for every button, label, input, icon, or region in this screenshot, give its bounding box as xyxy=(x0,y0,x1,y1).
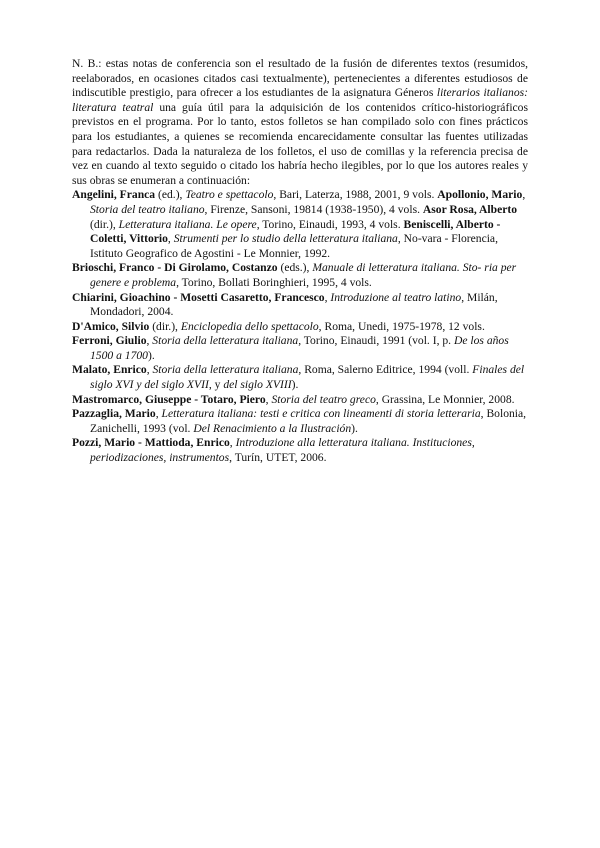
entry-text: , xyxy=(146,363,153,377)
entry-title: De los años 1500 a 1700 xyxy=(90,334,509,362)
note-text: una guía útil para la adquisición de los contenidos crítico-historiográficos previstos en el programa. Por lo tanto, estos folletos se han compilado solo con fines prácticos para los estudiantes, a quienes se recomienda encarecidamente consultar las fuentes utilizadas para redactarlos. Dada la naturaleza de los folletos, el uso de comillas y la referencia precisa de vez en cuando al texto seguido o citado los habría hecho ilegibles, por lo que los autores reales y sus obras se enumeran a continuación: xyxy=(72,100,528,187)
entry-text: , xyxy=(522,188,526,202)
bibliography-entry xyxy=(72,334,528,363)
bibliography-entry xyxy=(72,188,528,261)
entry-title: Letteratura italiana. Le opere xyxy=(118,217,257,231)
entry-author: Mastromarco, Giuseppe - Totaro, Piero xyxy=(72,392,266,406)
entry-text: (dir.), xyxy=(90,217,119,231)
entry-text: , Torino, Einaudi, 1991 (vol. I, p. xyxy=(298,334,454,348)
entry-title: Del Renacimiento a la Ilustración xyxy=(193,421,352,435)
bibliography-entry xyxy=(72,363,528,392)
entry-text: , y xyxy=(208,378,224,392)
entry-text: , Roma, Unedi, 1975-1978, 12 vols. xyxy=(318,319,485,333)
entry-title: Introduzione al teatro latino xyxy=(330,290,462,304)
bibliography-entry xyxy=(72,261,528,290)
document-page xyxy=(72,57,528,466)
bibliography-entry xyxy=(72,393,528,408)
entry-text: , xyxy=(265,392,272,406)
entry-author: Beniscelli, Alberto - Coletti, Vittorio xyxy=(90,217,501,246)
entry-author: Brioschi, Franco - Di Girolamo, Costanzo xyxy=(72,261,278,275)
entry-text: , xyxy=(155,407,162,421)
entry-title: Introduzione alla letteratura italiana. Instituciones, periodizaciones, instrumentos xyxy=(90,436,475,465)
introductory-note xyxy=(72,57,528,188)
entry-text: , Firenze, Sansoni, 19814 (1938-1950), 4 vols. xyxy=(204,202,423,216)
course-title: literarios italianos: literatura teatral xyxy=(72,86,528,114)
entry-author: Ferroni, Giulio xyxy=(72,334,147,348)
bibliography-entry xyxy=(72,407,528,436)
entry-author: Pozzi, Mario - Mattioda, Enrico xyxy=(72,436,230,450)
entry-title: Manuale di letteratura italiana. Sto- ria per genere e problema xyxy=(90,261,517,289)
entry-title: Letteratura italiana: testi e critica con lineamenti di storia letteraria xyxy=(161,407,481,421)
entry-text: , Roma, Salerno Editrice, 1994 (voll. xyxy=(298,363,473,377)
entry-text: , Torino, Bollati Boringhieri, 1995, 4 vols. xyxy=(176,275,372,289)
bibliography-entry xyxy=(72,291,528,320)
entry-text: , xyxy=(229,436,236,450)
entry-title: Storia della letteratura italiana xyxy=(152,334,299,348)
entry-text: (dir.), xyxy=(149,319,181,333)
bibliography-entry xyxy=(72,436,528,465)
entry-text: , Bolonia, Zanichelli, 1993 (vol. xyxy=(90,407,527,435)
entry-text: , xyxy=(324,290,331,304)
bibliography-entry xyxy=(72,320,528,335)
entry-text: ). xyxy=(147,348,155,362)
entry-text: , Turín, UTET, 2006. xyxy=(229,451,327,465)
entry-title: Storia della letteratura italiana xyxy=(152,363,299,377)
entry-text: (eds.), xyxy=(277,261,313,275)
entry-author: Angelini, Franca xyxy=(72,188,156,202)
entry-author: Malato, Enrico xyxy=(72,363,147,377)
entry-text: , xyxy=(146,334,153,348)
entry-author: Chiarini, Gioachino - Mosetti Casaretto, Francesco xyxy=(72,290,325,304)
entry-text: , No-vara - Florencia, Istituto Geografico de Agostini - Le Monnier, 1992. xyxy=(90,232,498,260)
entry-text: , Grassina, Le Monnier, 2008. xyxy=(375,392,515,406)
entry-title: Storia del teatro greco xyxy=(271,392,376,406)
entry-title: Teatro e spettacolo xyxy=(185,188,274,202)
entry-text: , Milán, Mondadori, 2004. xyxy=(90,290,498,319)
entry-title: Strumenti per lo studio della letteratura italiana xyxy=(173,232,398,246)
entry-text: , Bari, Laterza, 1988, 2001, 9 vols. xyxy=(273,188,438,202)
entry-author: D'Amico, Silvio xyxy=(72,319,150,333)
entry-text: (ed.), xyxy=(155,188,186,202)
note-text: N. B.: estas notas de conferencia son el resultado de la fusión de diferentes textos (resumidos, reelaborados, en ocasiones citados casi textualmente), pertenecientes a diferentes estudiosos de indiscutible prestigio, para ofrecer a los estudiantes de la asignatura Géneros xyxy=(72,57,528,100)
bibliography-list xyxy=(72,188,528,465)
entry-author: Pazzaglia, Mario xyxy=(72,407,156,421)
entry-author: Apollonio, Mario xyxy=(437,188,523,202)
entry-title: Storia del teatro italiano xyxy=(90,202,205,216)
entry-title: del siglo XVIII xyxy=(223,378,292,392)
entry-text: ). xyxy=(291,378,299,392)
entry-author: Asor Rosa, Alberto xyxy=(422,202,518,216)
entry-title: Finales del siglo XVI y del siglo XVII xyxy=(90,363,525,392)
entry-text: , xyxy=(167,232,174,246)
entry-text: , Torino, Einaudi, 1993, 4 vols. xyxy=(256,217,404,231)
entry-text: ). xyxy=(351,421,358,435)
entry-title: Enciclopedia dello spettacolo xyxy=(180,319,319,333)
